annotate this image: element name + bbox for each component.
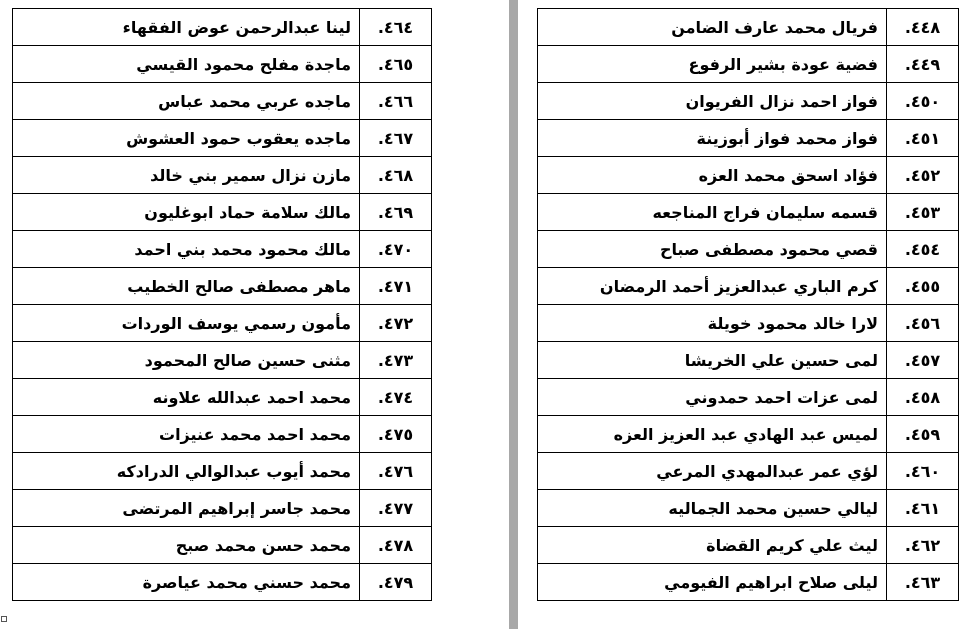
row-number: ٤٦٦. xyxy=(360,83,432,120)
table-row xyxy=(538,194,959,231)
person-name: مالك محمود محمد بني احمد xyxy=(13,231,360,268)
table-row xyxy=(13,527,432,564)
table-row xyxy=(13,194,432,231)
person-name: مثنى حسين صالح المحمود xyxy=(13,342,360,379)
row-number: ٤٥٠. xyxy=(887,83,959,120)
row-number: ٤٧٠. xyxy=(360,231,432,268)
row-number: ٤٥١. xyxy=(887,120,959,157)
person-name: فواز محمد فواز أبوزينة xyxy=(538,120,887,157)
table-row xyxy=(13,46,432,83)
person-name: محمد حسن محمد صبح xyxy=(13,527,360,564)
table-row xyxy=(538,83,959,120)
table-row xyxy=(13,120,432,157)
person-name: ليالي حسين محمد الجماليه xyxy=(538,490,887,527)
row-number: ٤٧٤. xyxy=(360,379,432,416)
person-name: ليث علي كريم القضاة xyxy=(538,527,887,564)
person-name: ماجده عربي محمد عباس xyxy=(13,83,360,120)
table-row xyxy=(13,9,432,46)
row-number: ٤٥٦. xyxy=(887,305,959,342)
row-number: ٤٥٤. xyxy=(887,231,959,268)
table-row xyxy=(538,9,959,46)
person-name: لؤي عمر عبدالمهدي المرعي xyxy=(538,453,887,490)
table-row xyxy=(13,83,432,120)
table-row xyxy=(538,527,959,564)
names-table-left xyxy=(12,8,432,601)
left-page xyxy=(0,0,433,629)
page-divider[interactable] xyxy=(509,0,518,629)
table-row xyxy=(538,120,959,157)
person-name: فضية عودة بشير الرفوع xyxy=(538,46,887,83)
person-name: مأمون رسمي يوسف الوردات xyxy=(13,305,360,342)
table-row xyxy=(538,564,959,601)
table-row xyxy=(538,342,959,379)
row-number: ٤٥٣. xyxy=(887,194,959,231)
row-number: ٤٤٩. xyxy=(887,46,959,83)
table-row xyxy=(13,268,432,305)
names-table-right xyxy=(537,8,959,601)
person-name: ليلى صلاح ابراهيم الفيومي xyxy=(538,564,887,601)
row-number: ٤٦٣. xyxy=(887,564,959,601)
table-row xyxy=(538,231,959,268)
table-row xyxy=(538,453,959,490)
person-name: فريال محمد عارف الضامن xyxy=(538,9,887,46)
row-number: ٤٧١. xyxy=(360,268,432,305)
person-name: محمد جاسر إبراهيم المرتضى xyxy=(13,490,360,527)
table-row xyxy=(13,305,432,342)
person-name: لينا عبدالرحمن عوض الفقهاء xyxy=(13,9,360,46)
row-number: ٤٥٩. xyxy=(887,416,959,453)
table-row xyxy=(13,490,432,527)
table-row xyxy=(538,379,959,416)
person-name: محمد أيوب عبدالوالي الدرادكه xyxy=(13,453,360,490)
row-number: ٤٧٧. xyxy=(360,490,432,527)
row-number: ٤٦٤. xyxy=(360,9,432,46)
person-name: فؤاد اسحق محمد العزه xyxy=(538,157,887,194)
person-name: فواز احمد نزال الفريوان xyxy=(538,83,887,120)
person-name: محمد احمد محمد عنيزات xyxy=(13,416,360,453)
table-row xyxy=(538,416,959,453)
table-row xyxy=(13,157,432,194)
page-gutter xyxy=(433,0,509,629)
row-number: ٤٥٥. xyxy=(887,268,959,305)
row-number: ٤٥٧. xyxy=(887,342,959,379)
table-row xyxy=(13,379,432,416)
person-name: لمى حسين علي الخريشا xyxy=(538,342,887,379)
row-number: ٤٦٥. xyxy=(360,46,432,83)
row-number: ٤٤٨. xyxy=(887,9,959,46)
table-row xyxy=(538,268,959,305)
row-number: ٤٧٢. xyxy=(360,305,432,342)
row-number: ٤٥٨. xyxy=(887,379,959,416)
row-number: ٤٧٩. xyxy=(360,564,432,601)
person-name: ماجده يعقوب حمود العشوش xyxy=(13,120,360,157)
person-name: كرم الباري عبدالعزيز أحمد الرمضان xyxy=(538,268,887,305)
row-number: ٤٧٦. xyxy=(360,453,432,490)
person-name: لميس عبد الهادي عبد العزيز العزه xyxy=(538,416,887,453)
person-name: مازن نزال سمير بني خالد xyxy=(13,157,360,194)
table-row xyxy=(538,157,959,194)
person-name: قسمه سليمان فراج المناجعه xyxy=(538,194,887,231)
row-number: ٤٦٨. xyxy=(360,157,432,194)
right-page xyxy=(518,0,966,629)
table-row xyxy=(538,46,959,83)
row-number: ٤٧٥. xyxy=(360,416,432,453)
row-number: ٤٦٩. xyxy=(360,194,432,231)
row-number: ٤٦١. xyxy=(887,490,959,527)
table-row xyxy=(13,564,432,601)
table-row xyxy=(538,490,959,527)
person-name: محمد حسني محمد عياصرة xyxy=(13,564,360,601)
row-number: ٤٦٢. xyxy=(887,527,959,564)
person-name: قصي محمود مصطفى صباح xyxy=(538,231,887,268)
person-name: ماهر مصطفى صالح الخطيب xyxy=(13,268,360,305)
row-number: ٤٥٢. xyxy=(887,157,959,194)
row-number: ٤٦٧. xyxy=(360,120,432,157)
row-number: ٤٧٨. xyxy=(360,527,432,564)
table-row xyxy=(13,231,432,268)
person-name: ماجدة مفلح محمود القيسي xyxy=(13,46,360,83)
person-name: لمى عزات احمد حمدوني xyxy=(538,379,887,416)
row-number: ٤٦٠. xyxy=(887,453,959,490)
row-number: ٤٧٣. xyxy=(360,342,432,379)
table-row xyxy=(13,342,432,379)
person-name: مالك سلامة حماد ابوغليون xyxy=(13,194,360,231)
table-row xyxy=(13,416,432,453)
table-row xyxy=(13,453,432,490)
resize-handle[interactable] xyxy=(1,616,7,622)
person-name: لارا خالد محمود خويلة xyxy=(538,305,887,342)
person-name: محمد احمد عبدالله علاونه xyxy=(13,379,360,416)
table-row xyxy=(538,305,959,342)
